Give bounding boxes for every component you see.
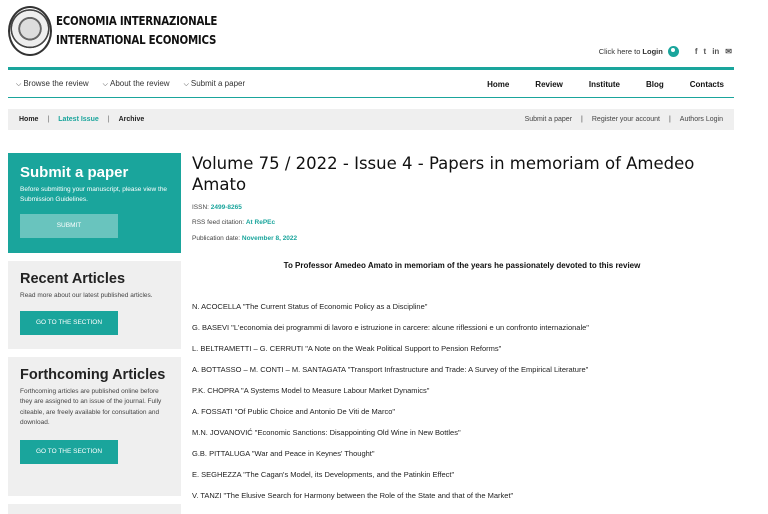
nav-home[interactable]: Home [487,79,510,89]
rss-label: RSS feed citation: [192,219,246,227]
nav-institute[interactable]: Institute [588,79,620,89]
breadcrumb-latest-issue[interactable]: Latest Issue [58,116,99,123]
logo-text [56,12,217,50]
page-title: Volume 75 / 2022 - Issue 4 - Papers in memoriam of Amedeo Amato [192,154,695,195]
nav-submit-paper[interactable] [184,79,246,89]
forthcoming-box-title: Forthcoming Articles [20,367,166,383]
breadcrumb-separator: | [581,116,583,123]
logo-seal-icon [8,6,52,56]
forthcoming-box-text: Forthcoming articles are published online before they are assigned to an issue of the journal. Fully citeable, are freely available for consultation and download. [20,388,162,426]
user-icon[interactable] [668,46,679,57]
article-item[interactable]: G. BASEVI "L'economia dei programmi di lavoro e istruzione in carcere: alcune riflessioni e un confronto internazionale" [192,323,589,333]
nav-label: About the review [109,79,170,88]
submit-box-text: Before submitting your manuscript, please view the Submission Guidelines. [20,186,168,204]
issue-meta [192,205,732,243]
breadcrumb-separator: | [107,116,110,123]
login-link[interactable]: Login [642,47,663,56]
logo-line-2: INTERNATIONAL ECONOMICS [56,32,217,47]
article-item[interactable]: V. TANZI "The Elusive Search for Harmony between the Role of the State and that of the Market" [192,491,514,501]
recent-go-to-section-button[interactable]: GO TO THE SECTION [20,311,118,335]
rss-row [192,220,732,227]
forthcoming-go-to-section-button[interactable]: GO TO THE SECTION [20,440,118,464]
breadcrumb-separator: | [668,116,671,123]
recent-box-text: Read more about our latest published articles. [20,292,153,300]
click-here-text: Click here to [598,47,641,56]
recent-box-title: Recent Articles [20,271,126,287]
header-divider [8,67,734,70]
article-list [192,302,732,512]
link-authors-login[interactable]: Authors Login [679,116,723,123]
submit-box-title: Submit a paper [20,164,129,181]
article-item[interactable]: P.K. CHOPRA "A Systems Model to Measure Labour Market Dynamics" [192,386,430,396]
site-logo[interactable] [8,6,253,56]
pubdate-value: November 8, 2022 [241,234,298,242]
submit-button[interactable]: SUBMIT [20,214,118,238]
issn-label: ISSN: [192,203,211,211]
account-area [599,46,732,57]
logo-line-1: ECONOMIA INTERNAZIONALE [56,12,218,28]
nav-label: Submit a paper [190,79,246,88]
submit-paper-box [8,153,181,253]
issue-content [192,153,732,512]
link-submit-paper[interactable]: Submit a paper [524,116,573,123]
breadcrumb-separator: | [47,116,50,123]
pubdate-label: Publication date: [192,234,242,242]
nav-review[interactable]: Review [535,79,563,89]
breadcrumb-home[interactable]: Home [19,116,39,123]
article-item[interactable]: M.N. JOVANOVIĆ "Economic Sanctions: Disappointing Old Wine in New Bottles" [192,428,461,438]
nav-label: Browse the review [23,79,89,88]
article-item[interactable]: A. FOSSATI "Of Public Choice and Antonio De Viti de Marco" [192,407,396,417]
article-item[interactable]: E. SEGHEZZA "The Cagan's Model, its Developments, and the Patinkin Effect" [192,470,455,480]
nav-browse-review[interactable] [16,79,89,89]
sidebar-next-box [8,504,181,514]
twitter-icon[interactable]: t [703,47,707,56]
article-item[interactable]: N. ACOCELLA "The Current Status of Economic Policy as a Discipline" [192,302,428,312]
nav-contacts[interactable]: Contacts [689,79,724,89]
recent-articles-box [8,261,181,349]
facebook-icon[interactable]: f [694,47,698,56]
issn-row [192,205,732,212]
email-icon[interactable]: ✉ [725,47,732,56]
link-register-account[interactable]: Register your account [591,116,660,123]
article-item[interactable]: L. BELTRAMETTI – G. CERRUTI "A Note on the Weak Political Support to Pension Reforms" [192,344,502,354]
chevron-down-icon: ⌵ [183,81,189,88]
pubdate-row [192,236,732,243]
rss-link[interactable]: At RePEc [245,219,276,227]
nav-divider [8,97,734,98]
nav-about-review[interactable] [103,79,170,89]
breadcrumb-archive[interactable]: Archive [118,116,145,123]
article-item[interactable]: A. BOTTASSO – M. CONTI – M. SANTAGATA "Transport Infrastructure and Trade: A Survey of the Empirical Literature" [192,365,589,375]
linkedin-icon[interactable]: in [712,47,720,56]
main-nav [8,72,734,96]
article-item[interactable]: G.B. PITTALUGA "War and Peace in Keynes' Thought" [192,449,375,459]
issn-value: 2499-8265 [210,203,242,211]
dedication: To Professor Amedeo Amato in memoriam of the years he passionately devoted to this review [283,261,641,271]
forthcoming-articles-box [8,357,181,496]
nav-blog[interactable]: Blog [645,79,664,89]
breadcrumb [8,109,734,130]
chevron-down-icon: ⌵ [16,81,22,88]
chevron-down-icon: ⌵ [102,81,108,88]
